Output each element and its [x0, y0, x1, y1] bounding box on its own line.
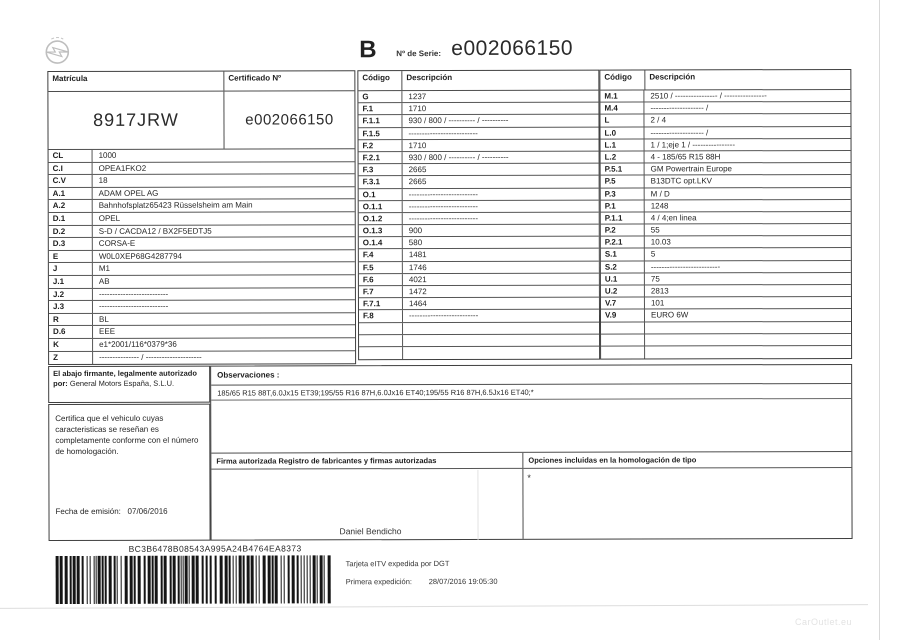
table-row [359, 225, 599, 238]
row-code: C.V [49, 175, 93, 187]
codigo-header: Código [358, 71, 402, 90]
row-code: F.1.5 [358, 128, 402, 139]
vehicle-id-rows [49, 149, 356, 364]
certification-text: Certifica que el vehiculo cuyas caracteristicas se reseñan es completamente conforme con el número de homologación. [55, 413, 199, 457]
row-value [403, 322, 599, 334]
row-code: O.1.4 [359, 237, 403, 248]
row-value [403, 334, 599, 346]
row-value: -------------------------- [98, 301, 169, 312]
row-code: O.1.3 [359, 225, 403, 236]
row-code: F.6 [359, 274, 403, 285]
table-row [359, 273, 599, 286]
signature-row [211, 451, 851, 540]
row-code: O.1.2 [359, 213, 403, 224]
table-row [601, 200, 851, 213]
row-value: 1248 [650, 201, 669, 211]
row-value: 2 / 4 [650, 115, 667, 125]
row-value: 1464 [408, 299, 427, 309]
table-row [358, 127, 598, 140]
row-value: BL [98, 314, 109, 324]
table-row [601, 297, 851, 310]
table-row [359, 188, 599, 201]
row-code: F.3 [359, 164, 403, 175]
observaciones-label: Observaciones : [211, 365, 851, 386]
table-row [49, 237, 355, 250]
row-value: 930 / 800 / ---------- / ---------- [408, 116, 509, 126]
row-value: -------------------------- [408, 311, 479, 321]
table-row [49, 162, 355, 175]
row-value: 4 / 4;en linea [650, 213, 697, 223]
authorized-signature-cell [211, 453, 523, 540]
row-value [645, 334, 851, 346]
signatory-por-label: por: [53, 379, 68, 389]
table-row [359, 298, 599, 311]
table-row [359, 237, 599, 250]
serial-number-label: Nº de Serie: [396, 49, 442, 59]
row-code: F.1 [358, 103, 402, 114]
row-code: J.1 [49, 276, 93, 288]
row-code: K [49, 339, 93, 351]
table-row [49, 212, 355, 225]
row-code: P.1 [601, 200, 645, 211]
table-row [359, 322, 599, 335]
table-row [359, 310, 599, 323]
row-value: AB [98, 276, 110, 286]
row-value: -------------------------- [408, 128, 478, 138]
row-value: -------------------------- [98, 289, 169, 299]
row-code: P.5.1 [601, 164, 645, 175]
watermark-text: CarOutlet.eu [795, 617, 853, 627]
row-value: 18 [98, 176, 108, 186]
row-value: B13DTC opt.LKV [650, 176, 713, 186]
row-value: M1 [98, 264, 111, 274]
row-code [601, 322, 645, 333]
table-row [600, 90, 850, 103]
row-code: D.6 [49, 326, 93, 338]
row-code [601, 346, 645, 358]
table-row [359, 212, 599, 225]
row-code: V.9 [601, 310, 645, 321]
row-code: D.3 [49, 238, 93, 250]
table-row [49, 288, 355, 301]
masses-engine-rows [600, 90, 851, 359]
row-value: M / D [650, 188, 670, 198]
row-code: J [49, 263, 93, 275]
scan-fold-artifact [477, 470, 478, 540]
descripcion-header: Descripción [406, 73, 453, 83]
table-row [359, 164, 599, 177]
row-code: F.2.1 [359, 152, 403, 163]
row-value [403, 347, 599, 360]
fecha-emision-value: 07/06/2016 [127, 506, 168, 516]
table-row [601, 163, 851, 176]
table-row [601, 322, 851, 335]
scan-edge-line [879, 0, 880, 640]
table-row [601, 175, 851, 188]
table-row [49, 174, 355, 187]
row-code [359, 347, 403, 359]
row-value: 930 / 800 / ---------- / ---------- [408, 152, 509, 163]
row-value: 2665 [408, 165, 427, 175]
row-value: 5 [650, 249, 656, 259]
row-code: F.5 [359, 262, 403, 273]
row-value: 580 [408, 238, 423, 248]
table-row [358, 91, 598, 104]
table-row [359, 347, 599, 360]
barcode-text: BC3B6478B08543A995A24B4764EA8373 [128, 543, 302, 554]
table-row [49, 313, 355, 326]
row-code: P.1.1 [601, 212, 645, 223]
table-row [359, 152, 599, 165]
row-code: F.2 [359, 140, 403, 151]
row-value: 2665 [408, 177, 427, 187]
row-code: G [358, 91, 402, 102]
opel-logo-icon [41, 35, 73, 65]
row-code: C.I [49, 163, 93, 175]
row-value: 75 [650, 274, 660, 284]
row-value: 1237 [408, 92, 427, 102]
dimensions-table [357, 70, 600, 361]
descripcion-header: Descripción [649, 72, 696, 82]
table-row [49, 149, 355, 162]
row-value: ADAM OPEL AG [98, 188, 159, 198]
table-row [601, 309, 851, 322]
table-row [49, 351, 355, 364]
row-value: W0L0XEP68G4287794 [98, 251, 183, 261]
signer-name: Daniel Bendicho [339, 526, 402, 537]
signatory-line1: El abajo firmante, legalmente autorizado [53, 368, 197, 379]
row-code: S.2 [601, 261, 645, 272]
table-row [359, 249, 599, 262]
table-row [601, 248, 851, 261]
table-row [601, 151, 851, 164]
certificado-label: Certificado Nº [228, 73, 282, 83]
row-code: F.1.1 [358, 116, 402, 127]
row-code: A.1 [49, 188, 93, 200]
masses-engine-table [599, 69, 852, 360]
row-code [359, 335, 403, 346]
row-value: 1481 [408, 250, 427, 260]
table-row [601, 139, 851, 152]
row-code: J.2 [49, 288, 93, 300]
table-row [49, 326, 355, 339]
row-code: V.7 [601, 298, 645, 309]
row-value: -------------------------- [408, 201, 478, 211]
primera-expedicion-value: 28/07/2016 19:05:30 [428, 576, 498, 587]
table-row [49, 225, 355, 238]
row-code: J.3 [49, 301, 93, 313]
row-code: P.5 [601, 176, 645, 187]
table-row [601, 261, 851, 274]
table-row [601, 273, 851, 286]
table-row [358, 103, 598, 116]
row-code: F.8 [359, 311, 403, 322]
table-row [49, 200, 355, 213]
row-code: O.1.1 [359, 201, 403, 212]
row-value: --------------- / --------------------- [99, 352, 202, 362]
row-code: L.1 [601, 139, 645, 150]
row-code: Z [49, 351, 93, 364]
row-value: -------------------- / [650, 127, 709, 138]
row-value: 2510 / ---------------- / ---------------- [650, 91, 767, 101]
row-value: 1 / 1;eje 1 / ---------------- [650, 140, 735, 150]
signatory-company: General Motors España, S.L.U. [69, 378, 175, 389]
row-code: S.1 [601, 249, 645, 260]
opciones-header: Opciones incluidas en la homologación de tipo [523, 452, 851, 469]
row-code: L [600, 115, 644, 126]
row-value: 101 [650, 298, 665, 308]
table-row [601, 236, 851, 249]
row-code: P.2.1 [601, 237, 645, 248]
certification-box [48, 404, 210, 541]
row-code: E [49, 251, 93, 263]
observations-box [210, 364, 852, 541]
row-code: P.2 [601, 225, 645, 236]
table-row [601, 334, 851, 347]
table-row [359, 334, 599, 347]
barcode [56, 555, 332, 604]
table-row [601, 346, 851, 359]
table-row [600, 102, 850, 115]
row-value: 1710 [408, 104, 427, 114]
row-code: L.0 [600, 127, 644, 138]
row-value: OPEA1FKO2 [98, 163, 147, 173]
table-row [358, 115, 598, 128]
row-value: S-D / CACDA12 / BX2F5EDTJ5 [98, 226, 212, 236]
table-row [600, 114, 850, 127]
table-row [49, 187, 355, 200]
row-code: R [49, 314, 93, 326]
tarjeta-eitv-line: Tarjeta eITV expedida por DGT [345, 559, 450, 569]
row-value: -------------------------- [408, 189, 478, 199]
row-value: -------------------- / [650, 103, 709, 113]
row-code: F.7.1 [359, 298, 403, 309]
row-value: Bahnhofsplatz65423 Rüsselsheim am Main [98, 200, 253, 211]
row-code: F.4 [359, 250, 403, 261]
opciones-asterisk: * [527, 472, 531, 483]
row-value: 1000 [98, 150, 117, 160]
row-value: e1*2001/116*0379*36 [99, 339, 177, 349]
options-cell [523, 452, 851, 539]
table-row [49, 338, 355, 351]
table-row [601, 224, 851, 237]
table-row [600, 127, 850, 140]
row-code: CL [49, 150, 93, 162]
row-value: EURO 6W [650, 310, 689, 320]
row-value: 55 [650, 225, 660, 235]
row-value: 1472 [408, 287, 427, 297]
dimensions-rows [358, 91, 599, 360]
row-code: U.1 [601, 273, 645, 284]
row-code: O.1 [359, 189, 403, 200]
row-code [601, 334, 645, 345]
row-code: L.2 [601, 151, 645, 162]
table-row [359, 261, 599, 274]
row-code: D.2 [49, 226, 93, 238]
row-value: OPEL [98, 213, 121, 223]
table-row [359, 176, 599, 189]
row-value: 900 [408, 226, 423, 236]
row-value: 2813 [650, 286, 669, 296]
table-row [601, 187, 851, 200]
row-code: U.2 [601, 285, 645, 296]
row-code: A.2 [49, 200, 93, 212]
row-value: CORSA-E [98, 238, 136, 249]
table-row [49, 263, 355, 276]
observaciones-text: 185/65 R15 88T,6.0Jx15 ET39;195/55 R16 87H,6.0Jx16 ET40;195/55 R16 87H,6.5Jx16 ET40;* [211, 384, 851, 401]
fecha-emision-label: Fecha de emisión: [55, 506, 121, 517]
table-row [49, 300, 355, 313]
row-code: P.3 [601, 188, 645, 199]
document-type-letter: B [359, 36, 377, 64]
row-value: GM Powertrain Europe [650, 164, 732, 174]
row-code: M.4 [600, 103, 644, 114]
table-row [359, 200, 599, 213]
table-row [601, 212, 851, 225]
firma-header: Firma autorizada Registro de fabricantes y firmas autorizadas [211, 453, 522, 470]
row-code: M.1 [600, 90, 644, 101]
row-value: EEE [99, 327, 116, 337]
row-value [645, 346, 851, 359]
row-value: 4021 [408, 274, 427, 284]
row-code: F.3.1 [359, 176, 403, 187]
row-code: F.7 [359, 286, 403, 297]
signatory-box [48, 366, 210, 403]
row-code: D.1 [49, 213, 93, 225]
row-value [645, 322, 851, 334]
matricula-label: Matrícula [48, 72, 224, 91]
primera-expedicion-label: Primera expedición: [345, 577, 412, 587]
table-row [359, 139, 599, 152]
table-row [359, 286, 599, 299]
vehicle-id-table [47, 70, 356, 365]
matricula-value: 8917JRW [93, 109, 179, 130]
row-value: -------------------------- [408, 213, 479, 223]
codigo-header: Código [600, 70, 645, 89]
serial-number-value: e002066150 [451, 36, 574, 61]
row-value: 1746 [408, 262, 427, 272]
row-value: -------------------------- [650, 261, 721, 272]
row-code [359, 323, 403, 334]
row-value: 4 - 185/65 R15 88H [650, 152, 721, 162]
certificado-value: e002066150 [245, 111, 334, 129]
row-value: 1710 [408, 140, 427, 150]
table-row [49, 250, 355, 263]
table-row [49, 275, 355, 288]
row-value: 10.03 [650, 237, 671, 247]
table-row [601, 285, 851, 298]
